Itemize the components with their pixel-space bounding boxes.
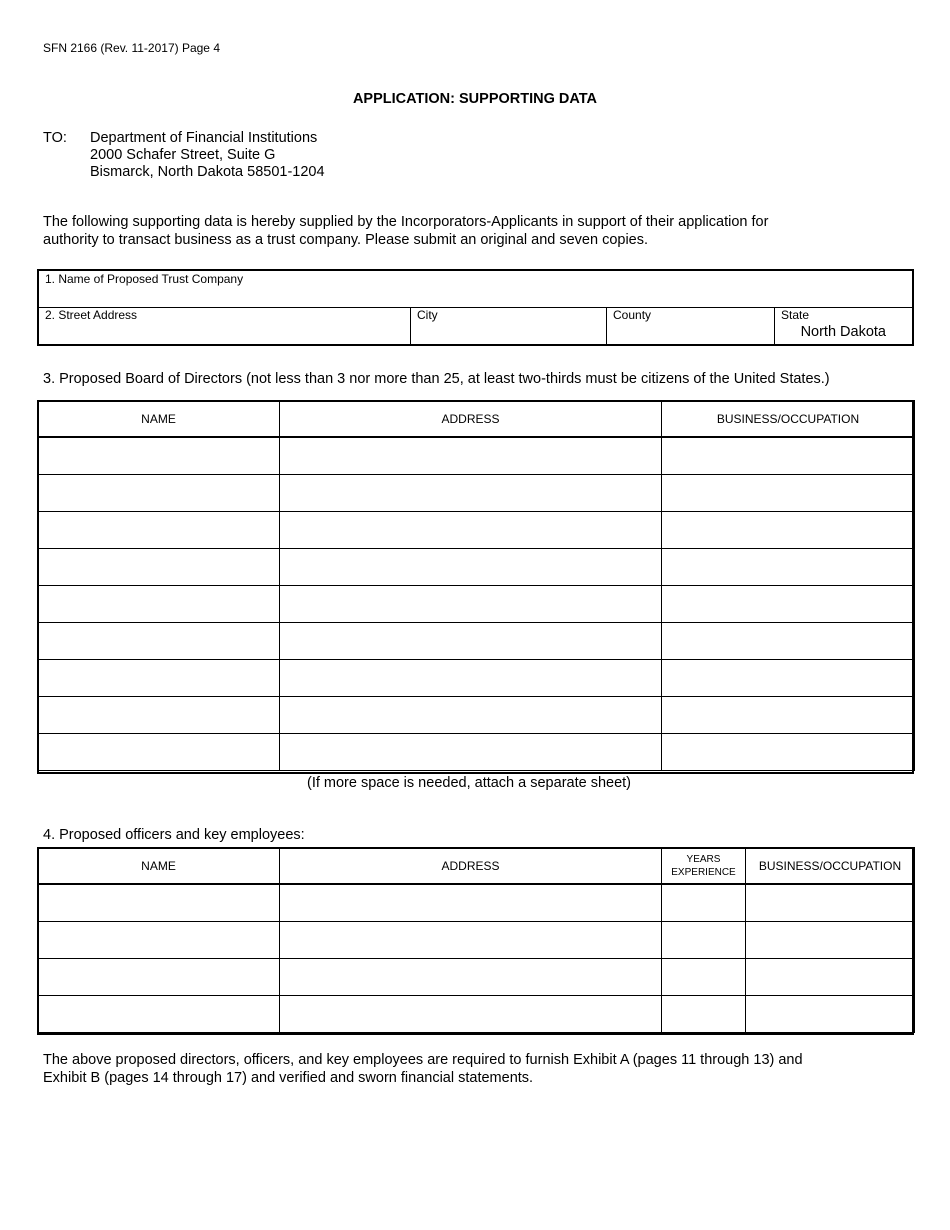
column-header-years: YEARS — [686, 854, 721, 865]
officers-table — [37, 847, 915, 1033]
city-label: City — [417, 308, 438, 322]
entry-cell[interactable] — [280, 922, 662, 959]
entry-cell[interactable] — [662, 586, 915, 623]
state-field[interactable] — [775, 308, 912, 344]
company-info-box — [37, 269, 914, 346]
street-address-label: 2. Street Address — [45, 308, 138, 322]
column-header-years-experience — [662, 848, 746, 885]
intro-line: authority to transact business as a trust company. Please submit an original and seven copies. — [43, 232, 649, 248]
table-row — [38, 922, 915, 959]
entry-cell[interactable] — [662, 697, 915, 734]
entry-cell[interactable] — [38, 586, 280, 623]
state-value: North Dakota — [800, 324, 886, 340]
entry-cell[interactable] — [280, 660, 662, 697]
table-row — [38, 475, 915, 512]
to-label: TO: — [43, 130, 67, 146]
entry-cell[interactable] — [38, 438, 280, 475]
entry-cell[interactable] — [280, 697, 662, 734]
to-address-line: Department of Financial Institutions — [90, 130, 318, 146]
column-header-business-occupation: BUSINESS/OCCUPATION — [662, 401, 915, 438]
entry-cell[interactable] — [662, 438, 915, 475]
more-space-note: (If more space is needed, attach a separate sheet) — [306, 775, 632, 791]
entry-cell[interactable] — [38, 623, 280, 660]
column-header-experience: EXPERIENCE — [671, 867, 736, 878]
entry-cell[interactable] — [746, 959, 915, 996]
table-row — [38, 512, 915, 549]
company-name-field[interactable] — [39, 271, 912, 308]
entry-cell[interactable] — [280, 996, 662, 1033]
table-row — [38, 885, 915, 922]
entry-cell[interactable] — [38, 697, 280, 734]
entry-cell[interactable] — [662, 623, 915, 660]
entry-cell[interactable] — [38, 922, 280, 959]
column-header-name: NAME — [38, 401, 280, 438]
entry-cell[interactable] — [38, 885, 280, 922]
closing-line: Exhibit B (pages 14 through 17) and verified and sworn financial statements. — [43, 1070, 534, 1086]
column-header-name: NAME — [38, 848, 280, 885]
table-row — [38, 959, 915, 996]
table-row — [38, 660, 915, 697]
entry-cell[interactable] — [746, 885, 915, 922]
intro-paragraph — [43, 213, 903, 249]
closing-paragraph — [43, 1051, 913, 1087]
entry-cell[interactable] — [746, 996, 915, 1033]
table-row — [38, 438, 915, 475]
to-address-line: Bismarck, North Dakota 58501-1204 — [90, 164, 325, 180]
form-code: SFN 2166 (Rev. 11-2017) Page 4 — [43, 41, 220, 55]
entry-cell[interactable] — [280, 438, 662, 475]
entry-cell[interactable] — [280, 623, 662, 660]
county-field[interactable] — [607, 308, 775, 344]
entry-cell[interactable] — [280, 549, 662, 586]
entry-cell[interactable] — [662, 475, 915, 512]
entry-cell[interactable] — [662, 734, 915, 771]
directors-heading: 3. Proposed Board of Directors (not less than 3 nor more than 25, at least two-thirds must be citizens of the United States.) — [43, 371, 830, 387]
entry-cell[interactable] — [38, 734, 280, 771]
table-row — [38, 697, 915, 734]
table-row — [38, 549, 915, 586]
entry-cell[interactable] — [280, 586, 662, 623]
entry-cell[interactable] — [38, 959, 280, 996]
entry-cell[interactable] — [280, 512, 662, 549]
column-header-business-occupation: BUSINESS/OCCUPATION — [746, 848, 915, 885]
table-row — [38, 586, 915, 623]
closing-line: The above proposed directors, officers, and key employees are required to furnish Exhibit A (pages 11 through 13) and — [43, 1052, 803, 1068]
street-address-field[interactable] — [39, 308, 411, 344]
entry-cell[interactable] — [280, 959, 662, 996]
page-title: APPLICATION: SUPPORTING DATA — [352, 91, 598, 107]
intro-line: The following supporting data is hereby supplied by the Incorporators-Applicants in support of their application for — [43, 214, 769, 230]
entry-cell[interactable] — [662, 922, 746, 959]
directors-table — [37, 400, 915, 771]
table-row — [38, 996, 915, 1033]
company-name-label: 1. Name of Proposed Trust Company — [45, 272, 244, 286]
column-header-address: ADDRESS — [280, 401, 662, 438]
table-row — [38, 734, 915, 771]
officers-heading: 4. Proposed officers and key employees: — [43, 827, 305, 843]
entry-cell[interactable] — [38, 996, 280, 1033]
entry-cell[interactable] — [280, 734, 662, 771]
entry-cell[interactable] — [662, 549, 915, 586]
column-header-address: ADDRESS — [280, 848, 662, 885]
county-label: County — [613, 308, 652, 322]
entry-cell[interactable] — [662, 660, 915, 697]
entry-cell[interactable] — [662, 959, 746, 996]
table-row — [38, 623, 915, 660]
entry-cell[interactable] — [38, 549, 280, 586]
entry-cell[interactable] — [38, 660, 280, 697]
entry-cell[interactable] — [280, 885, 662, 922]
entry-cell[interactable] — [38, 475, 280, 512]
entry-cell[interactable] — [38, 512, 280, 549]
state-label: State — [781, 308, 810, 322]
entry-cell[interactable] — [662, 885, 746, 922]
entry-cell[interactable] — [280, 475, 662, 512]
entry-cell[interactable] — [662, 996, 746, 1033]
city-field[interactable] — [411, 308, 607, 344]
entry-cell[interactable] — [662, 512, 915, 549]
to-address-line: 2000 Schafer Street, Suite G — [90, 147, 276, 163]
entry-cell[interactable] — [746, 922, 915, 959]
